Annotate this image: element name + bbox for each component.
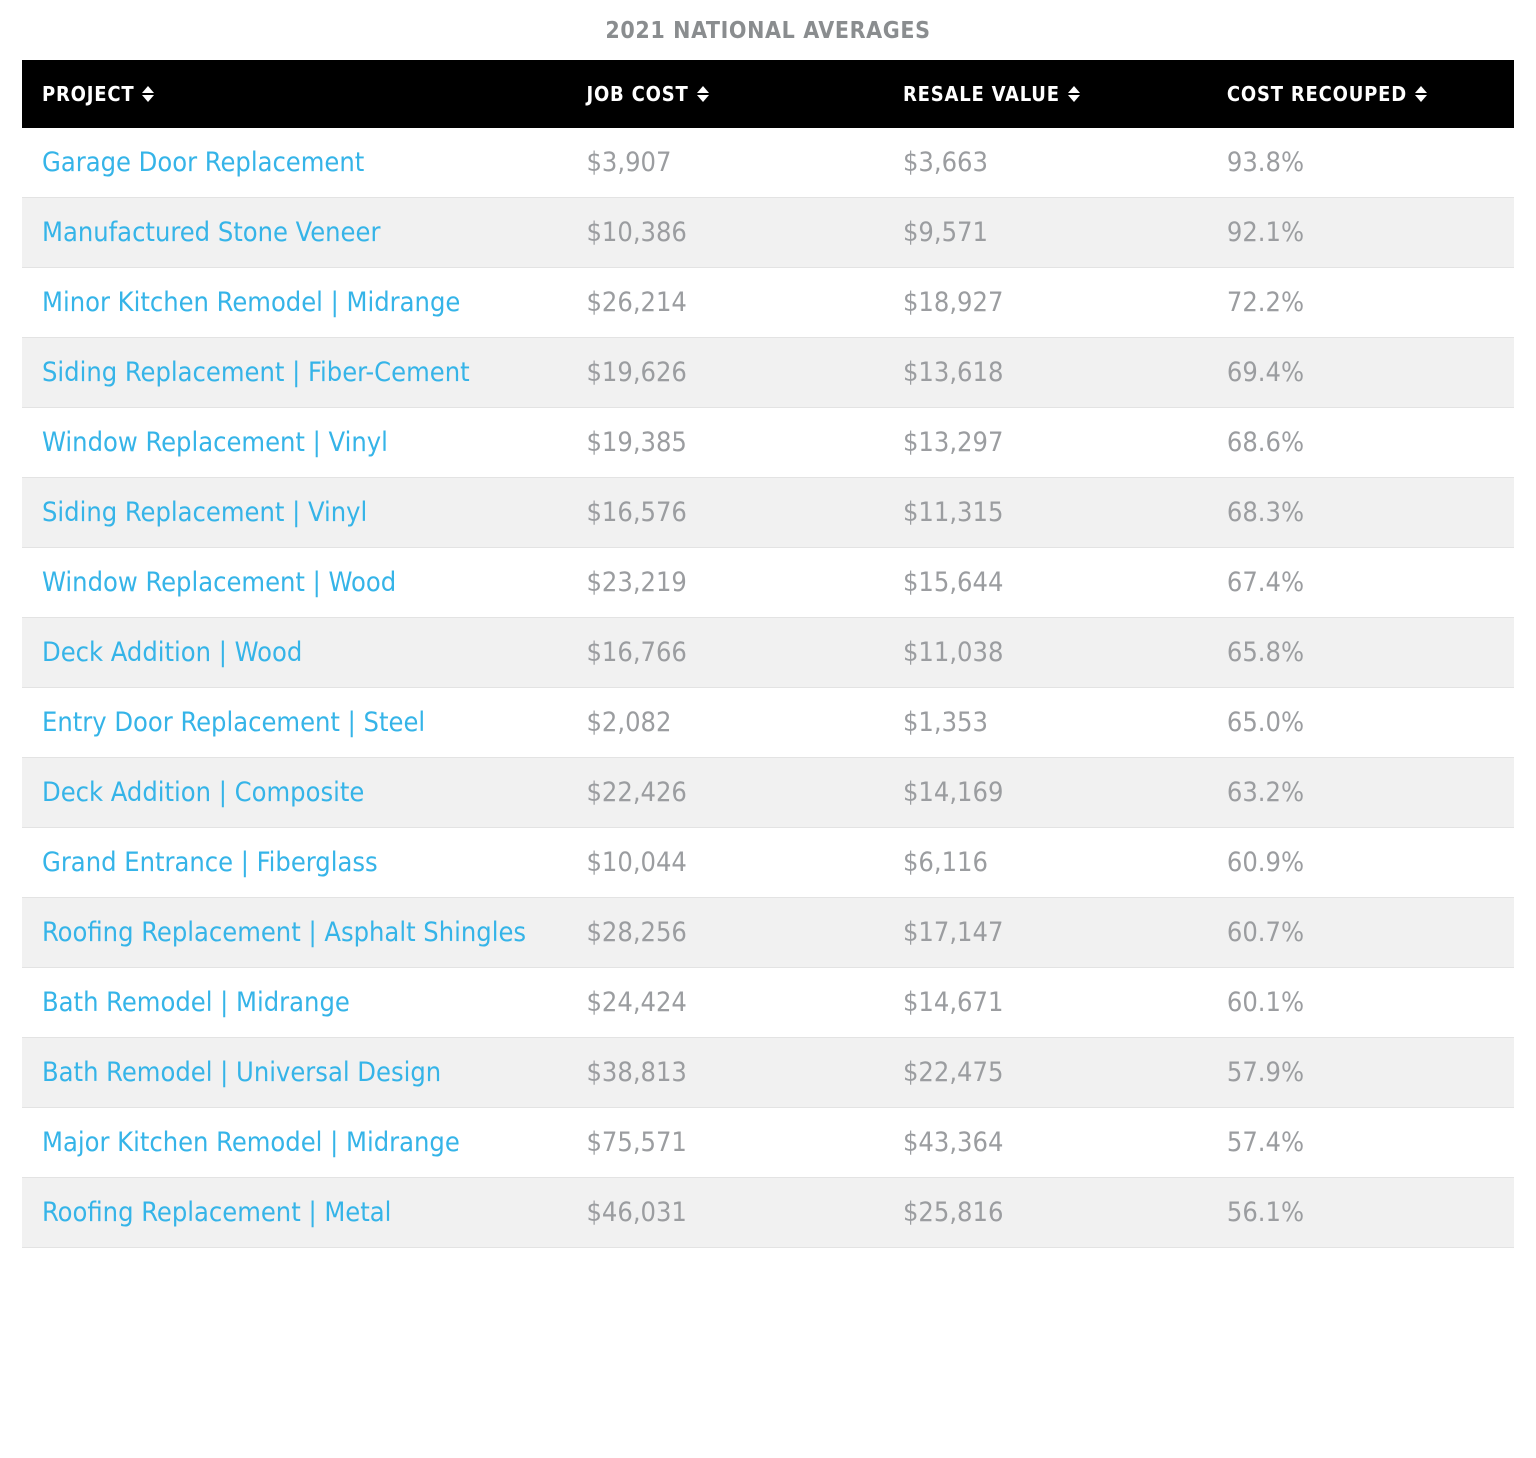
cell-cost-recouped: 60.7%: [1226, 917, 1305, 948]
cell-resale-value: $13,618: [902, 357, 1004, 388]
table-row: [22, 198, 1514, 268]
cell-resale-value: $22,475: [902, 1057, 1004, 1088]
table-row: [22, 618, 1514, 688]
cell-job-cost: $10,386: [586, 217, 687, 248]
cost-vs-value-table: [22, 60, 1514, 1248]
column-header-cost-recouped-label: COST RECOUPED: [1226, 82, 1407, 106]
table-row: [22, 268, 1514, 338]
cell-cost-recouped: 57.4%: [1226, 1127, 1305, 1158]
cell-cost-recouped: 63.2%: [1226, 777, 1305, 808]
cell-project[interactable]: Roofing Replacement | Asphalt Shingles: [42, 917, 527, 948]
cell-cost-recouped: 93.8%: [1226, 147, 1305, 178]
cell-job-cost: $23,219: [586, 567, 687, 598]
cell-job-cost: $16,576: [586, 497, 687, 528]
cell-project[interactable]: Deck Addition | Wood: [42, 637, 303, 668]
table-header: [22, 60, 1514, 128]
cell-job-cost: $22,426: [586, 777, 687, 808]
cell-cost-recouped: 56.1%: [1226, 1197, 1305, 1228]
cell-resale-value: $11,315: [902, 497, 1004, 528]
column-header-resale-value-label: RESALE VALUE: [902, 82, 1060, 106]
cell-job-cost: $19,626: [586, 357, 687, 388]
cell-resale-value: $15,644: [902, 567, 1004, 598]
cell-cost-recouped: 72.2%: [1226, 287, 1305, 318]
cell-project[interactable]: Minor Kitchen Remodel | Midrange: [42, 287, 461, 318]
sort-icon[interactable]: [697, 84, 709, 104]
cell-project[interactable]: Siding Replacement | Vinyl: [42, 497, 368, 528]
cell-cost-recouped: 57.9%: [1226, 1057, 1305, 1088]
column-header-project-label: PROJECT: [42, 82, 135, 106]
cell-resale-value: $13,297: [902, 427, 1004, 458]
column-header-cost-recouped[interactable]: [1227, 60, 1514, 128]
cell-project[interactable]: Manufactured Stone Veneer: [42, 217, 381, 248]
cell-project[interactable]: Grand Entrance | Fiberglass: [42, 847, 378, 878]
column-header-job-cost[interactable]: [586, 60, 903, 128]
cell-resale-value: $3,663: [902, 147, 988, 178]
cell-job-cost: $16,766: [586, 637, 687, 668]
column-header-job-cost-label: JOB COST: [586, 82, 689, 106]
table-row: [22, 338, 1514, 408]
table-row: [22, 898, 1514, 968]
cell-resale-value: $43,364: [902, 1127, 1004, 1158]
cell-job-cost: $75,571: [586, 1127, 687, 1158]
cell-job-cost: $24,424: [586, 987, 687, 1018]
cell-resale-value: $14,169: [902, 777, 1004, 808]
cell-project[interactable]: Garage Door Replacement: [42, 147, 365, 178]
cell-job-cost: $19,385: [586, 427, 687, 458]
cell-project[interactable]: Window Replacement | Wood: [42, 567, 397, 598]
cell-resale-value: $9,571: [902, 217, 988, 248]
table-row: [22, 408, 1514, 478]
cell-project[interactable]: Bath Remodel | Universal Design: [42, 1057, 442, 1088]
cell-cost-recouped: 69.4%: [1226, 357, 1305, 388]
cell-resale-value: $17,147: [902, 917, 1004, 948]
cell-job-cost: $2,082: [586, 707, 672, 738]
cell-resale-value: $18,927: [902, 287, 1004, 318]
cell-project[interactable]: Roofing Replacement | Metal: [42, 1197, 392, 1228]
cell-cost-recouped: 67.4%: [1226, 567, 1305, 598]
cell-resale-value: $25,816: [902, 1197, 1004, 1228]
cell-job-cost: $38,813: [586, 1057, 687, 1088]
cell-job-cost: $3,907: [586, 147, 672, 178]
cell-job-cost: $10,044: [586, 847, 687, 878]
cell-job-cost: $28,256: [586, 917, 687, 948]
table-row: [22, 968, 1514, 1038]
cell-project[interactable]: Window Replacement | Vinyl: [42, 427, 388, 458]
column-header-project[interactable]: [22, 60, 586, 128]
cell-project[interactable]: Siding Replacement | Fiber-Cement: [42, 357, 470, 388]
cell-cost-recouped: 60.1%: [1226, 987, 1305, 1018]
cell-cost-recouped: 60.9%: [1226, 847, 1305, 878]
table-row: [22, 548, 1514, 618]
cell-cost-recouped: 68.6%: [1226, 427, 1305, 458]
cell-cost-recouped: 68.3%: [1226, 497, 1305, 528]
sort-icon[interactable]: [1068, 84, 1080, 104]
table-row: [22, 1038, 1514, 1108]
cell-project[interactable]: Major Kitchen Remodel | Midrange: [42, 1127, 460, 1158]
table-row: [22, 828, 1514, 898]
cell-job-cost: $26,214: [586, 287, 687, 318]
cell-resale-value: $1,353: [902, 707, 988, 738]
cell-project[interactable]: Deck Addition | Composite: [42, 777, 365, 808]
table-row: [22, 758, 1514, 828]
cell-resale-value: $11,038: [902, 637, 1004, 668]
cell-project[interactable]: Bath Remodel | Midrange: [42, 987, 350, 1018]
cell-cost-recouped: 65.0%: [1226, 707, 1305, 738]
table-row: [22, 1108, 1514, 1178]
table-row: [22, 688, 1514, 758]
table-row: [22, 1178, 1514, 1248]
table-header-row: [22, 60, 1514, 128]
sort-icon[interactable]: [142, 84, 154, 104]
page-title: 2021 NATIONAL AVERAGES: [605, 18, 931, 44]
cell-resale-value: $6,116: [902, 847, 988, 878]
sort-icon[interactable]: [1415, 84, 1427, 104]
cell-cost-recouped: 92.1%: [1226, 217, 1305, 248]
table-body: [22, 128, 1514, 1248]
table-row: [22, 478, 1514, 548]
cell-resale-value: $14,671: [902, 987, 1004, 1018]
column-header-resale-value[interactable]: [903, 60, 1227, 128]
cell-job-cost: $46,031: [586, 1197, 687, 1228]
table-row: [22, 128, 1514, 198]
cell-cost-recouped: 65.8%: [1226, 637, 1305, 668]
cell-project[interactable]: Entry Door Replacement | Steel: [42, 707, 426, 738]
